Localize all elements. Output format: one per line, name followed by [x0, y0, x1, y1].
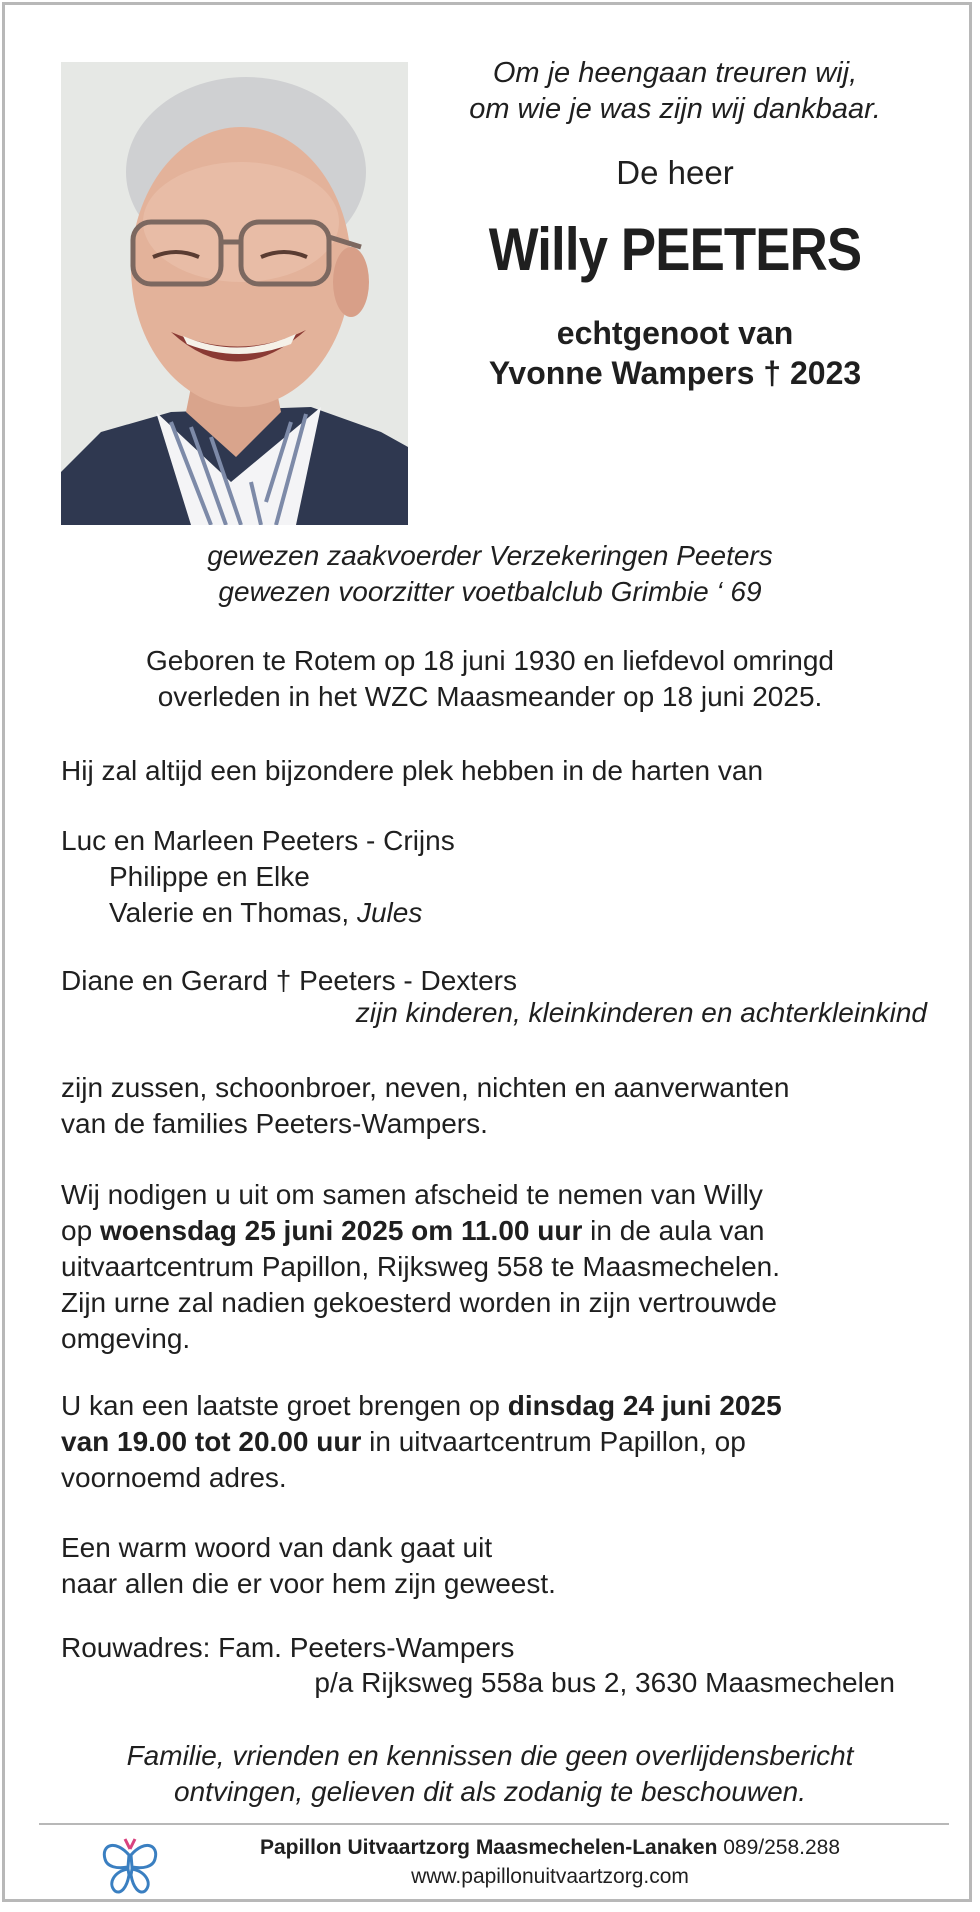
family-group-1-head: Luc en Marleen Peeters - Crijns: [61, 825, 455, 856]
verse-line-2: om wie je was zijn wij dankbaar.: [469, 93, 881, 125]
closing-note: [5, 1738, 975, 1810]
visit-line-2: [61, 1424, 782, 1460]
role-1: gewezen zaakvoerder Verzekeringen Peeters: [207, 540, 773, 571]
born-line-1: Geboren te Rotem op 18 juni 1930 en liefdevol omringd: [146, 645, 834, 676]
farewell-line-1: Wij nodigen u uit om samen afscheid te nemen van Willy: [61, 1179, 763, 1210]
obituary-card: [2, 2, 972, 1902]
family-group-1: [61, 823, 455, 931]
visit-line-1-pre: U kan een laatste groet brengen op: [61, 1390, 508, 1421]
extended-family-line-1: zijn zussen, schoonbroer, neven, nichten en aanverwanten: [61, 1072, 790, 1103]
visit-line-3: voornoemd adres.: [61, 1462, 287, 1493]
farewell-line-3: uitvaartcentrum Papillon, Rijksweg 558 te Maasmechelen.: [61, 1251, 781, 1282]
closing-line-2: ontvingen, gelieven dit als zodanig te beschouwen.: [174, 1776, 806, 1807]
extended-family-line-2: van de families Peeters-Wampers.: [61, 1108, 488, 1139]
funeral-home-line: [185, 1833, 915, 1862]
roles-block: [5, 538, 975, 610]
farewell-line-5: omgeving.: [61, 1323, 191, 1354]
mourning-address-line-1: Rouwadres: Fam. Peeters-Wampers: [61, 1632, 515, 1663]
visit-line-2-post: in uitvaartcentrum Papillon, op: [361, 1426, 746, 1457]
family-group-2-head: Diane en Gerard † Peeters - Dexters: [61, 965, 517, 996]
family-relation-label: zijn kinderen, kleinkinderen en achterkleinkind: [355, 997, 927, 1028]
closing-line-1: Familie, vrienden en kennissen die geen overlijdensbericht: [126, 1740, 854, 1771]
child-2-names: Valerie en Thomas,: [109, 897, 357, 928]
thanks-line-1: Een warm woord van dank gaat uit: [61, 1532, 493, 1563]
farewell-line-4: Zijn urne zal nadien gekoesterd worden in zijn vertrouwde: [61, 1287, 777, 1318]
funeral-home-footer: [185, 1833, 915, 1891]
born-line-2: overleden in het WZC Maasmeander op 18 juni 2025.: [157, 681, 823, 712]
visitation-time: van 19.00 tot 20.00 uur: [61, 1426, 362, 1457]
farewell-block: [61, 1177, 780, 1357]
funeral-home-website[interactable]: www.papillonuitvaartzorg.com: [411, 1865, 689, 1888]
visitation-block: [61, 1388, 782, 1496]
farewell-line-2: [61, 1213, 780, 1249]
portrait-illustration: [61, 62, 408, 525]
visit-line-1: [61, 1388, 782, 1424]
hearts-intro: Hij zal altijd een bijzondere plek hebben in de harten van: [61, 755, 764, 786]
honorific: De heer: [616, 154, 734, 191]
birth-death-block: [5, 643, 975, 715]
header-block: [425, 55, 925, 393]
spouse-line-1: echtgenoot van: [556, 315, 794, 351]
mourning-address-line-2: p/a Rijksweg 558a bus 2, 3630 Maasmechelen: [314, 1667, 895, 1698]
funeral-home-name: Papillon Uitvaartzorg Maasmechelen-Lanaken: [259, 1836, 718, 1859]
portrait-photo: [61, 62, 408, 525]
family-group-1-child-2: [61, 895, 455, 931]
thanks-line-2: naar allen die er voor hem zijn geweest.: [61, 1568, 556, 1599]
farewell-line-2-post: in de aula van: [582, 1215, 765, 1246]
farewell-line-2-pre: op: [61, 1215, 100, 1246]
extended-family: [61, 1070, 789, 1142]
footer-divider: [39, 1823, 949, 1825]
verse-line-1: Om je heengaan treuren wij,: [492, 57, 858, 89]
funeral-home-phone: 089/258.288: [717, 1836, 841, 1859]
thanks-block: [61, 1530, 556, 1602]
visitation-date: dinsdag 24 juni 2025: [507, 1390, 782, 1421]
role-2: gewezen voorzitter voetbalclub Grimbie ‘ 69: [218, 576, 762, 607]
ceremony-datetime: woensdag 25 juni 2025 om 11.00 uur: [99, 1215, 583, 1246]
butterfly-logo-icon: [95, 1831, 165, 1897]
family-group-1-child-1: Philippe en Elke: [109, 861, 310, 892]
great-grandchild-name: Jules: [356, 897, 423, 928]
spouse-line-2: Yvonne Wampers † 2023: [488, 355, 862, 391]
deceased-name: Willy PEETERS: [488, 216, 862, 283]
